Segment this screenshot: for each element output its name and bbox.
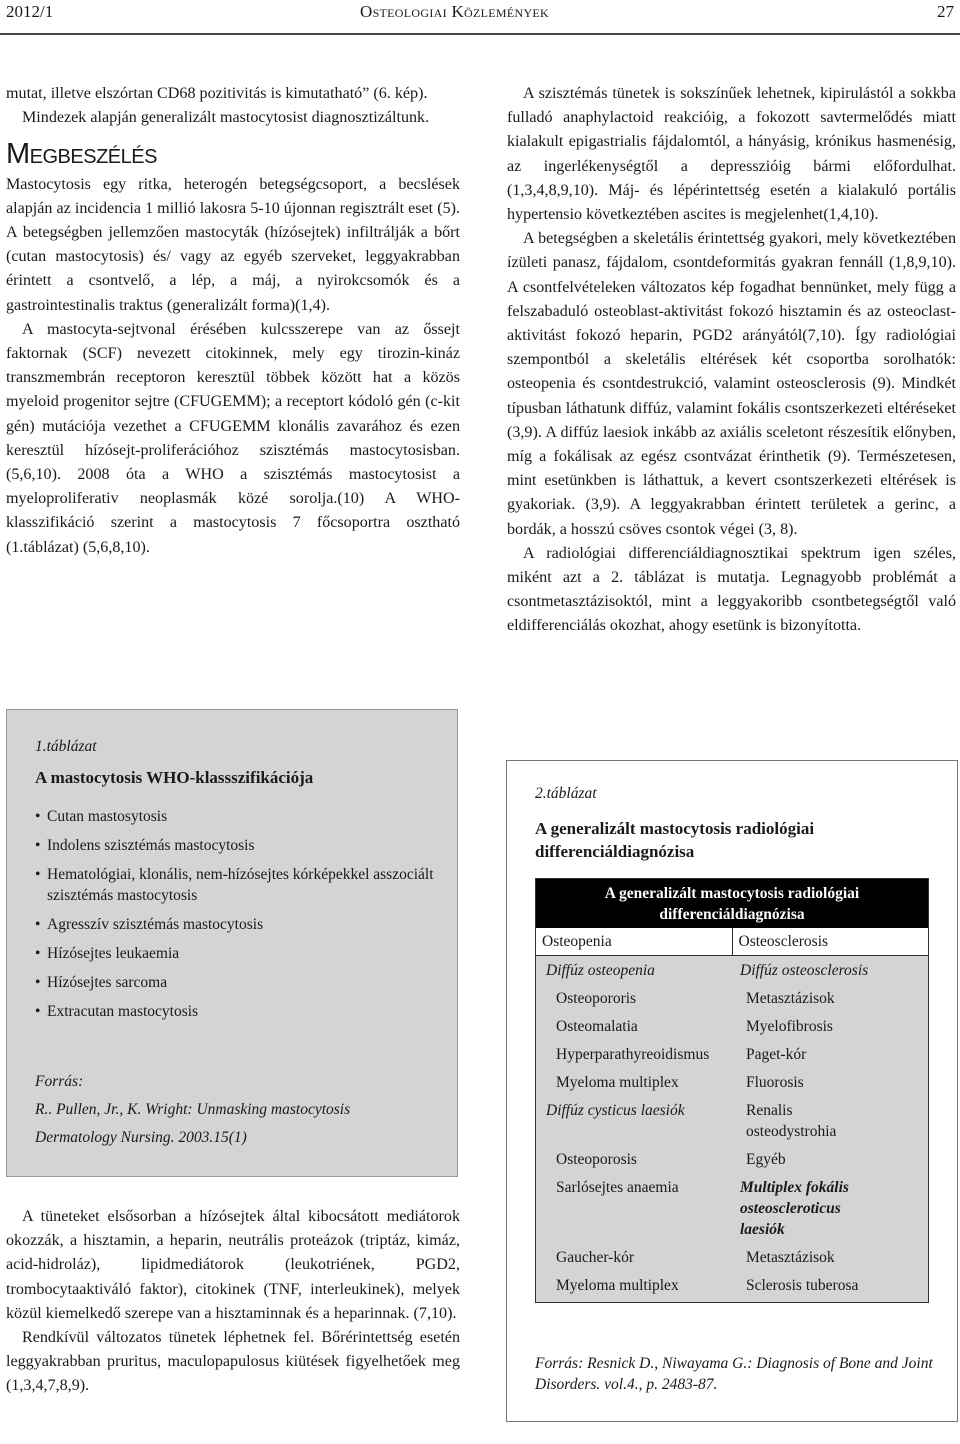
table-title: A mastocytosis WHO-klassszifikációja (35, 768, 314, 787)
list-item: • Hematológiai, klonális, nem-hízósejtes kórképekkel asszociált szisztémás mastocytosis (35, 864, 445, 906)
left-column-upper (6, 82, 460, 560)
table-label: 1.táblázat (35, 738, 97, 755)
cell-text: Renalis osteodystrohia (746, 1102, 837, 1140)
table-cell: Egyéb (732, 1145, 928, 1173)
table-cell: Metasztázisok (732, 1243, 928, 1271)
journal-title: Osteologiai Közlemények (360, 2, 550, 21)
table-cell: Myelofibrosis (732, 1012, 928, 1040)
table-source (35, 1068, 350, 1152)
section-title: Megbeszélés (6, 138, 157, 171)
table-header: A generalizált mastocytosis radiológiai differenciáldiagnózisa (536, 879, 928, 928)
table-cell: Metasztázisok (732, 984, 928, 1012)
table-cell (732, 1173, 928, 1243)
table-cell: Diffúz osteosclerosis (732, 956, 928, 985)
paragraph: Mastocytosis egy ritka, heterogén betegségcsoport, a becslések alapján az incidencia 1 millió lakosra 5-10 újonnan regisztrált eset (5). A betegségben jellemzően mastocyták (hízósejtek) infiltrálják a bőrt (cutan mastocytosis) és/ vagy az egyéb szerveket, leggyakrabban érintett a csontvelő, a lép, a máj, a nyirokcsomók és a gastrointestinalis traktus (generalizált forma)(1,4). (6, 175, 460, 314)
page-number: 27 (937, 2, 954, 21)
column-header-osteopenia: Osteopenia (536, 928, 732, 956)
table-cell: Myeloma multiplex (536, 1068, 732, 1096)
right-column (507, 82, 956, 639)
paragraph: mutat, illetve elszórtan CD68 pozitivitás is kimutatható” (6. kép). (6, 85, 428, 102)
table-cell: Osteoporosis (536, 1145, 732, 1173)
table-cell: Myeloma multiplex (536, 1271, 732, 1302)
table-title: A generalizált mastocytosis radiológiai differenciáldiagnózisa (535, 819, 815, 861)
list-item: • Hízósejtes sarcoma (35, 972, 445, 993)
table-source: Forrás: Resnick D., Niwayama G.: Diagnosis of Bone and Joint Disorders. vol.4., p. 2483-87. (535, 1355, 933, 1393)
issue-number: 2012/1 (6, 2, 54, 21)
source-line: R.. Pullen, Jr., K. Wright: Unmasking mastocytosis (35, 1101, 351, 1118)
table-cell (536, 1040, 732, 1068)
cell-text: Hyperparathyreoidismus (556, 1046, 710, 1063)
table-cell: Osteopororis (536, 984, 732, 1012)
list-item: • Hízósejtes leukaemia (35, 943, 445, 964)
table-cell (732, 1096, 928, 1145)
source-line: Dermatology Nursing. 2003.15(1) (35, 1129, 247, 1146)
table-cell: Fluorosis (732, 1068, 928, 1096)
paragraph: A szisztémás tünetek is sokszínűek lehetnek, kipirulástól a sokkba fulladó anaphylactoid reakcióig, a fokozott savtermelődés miatt kialakult epigastrialis fájdalomtól, a hányásig, krónikus hasmenésig, az ingerlékenységtől a depresszióig bármi előfordulhat. (1,3,4,8,9,10). Máj- és lépérintettség esetén a kialakuló portális hypertensio következtében ascites is megjelenhet(1,4,10). (507, 85, 956, 224)
paragraph: Mindezek alapján generalizált mastocytosist diagnosztizáltunk. (22, 109, 430, 127)
classification-list (35, 806, 445, 1030)
running-header (0, 0, 960, 36)
table-2-box (506, 760, 958, 1422)
header-rule (0, 33, 960, 35)
table-cell: Paget-kór (732, 1040, 928, 1068)
list-item: • Extracutan mastocytosis (35, 1001, 445, 1022)
table-cell: Sarlósejtes anaemia (536, 1173, 732, 1243)
table-label: 2.táblázat (535, 785, 597, 802)
diff-diagnosis-table (535, 878, 929, 1303)
table-1-box (6, 709, 458, 1177)
table-cell: Diffúz cysticus laesiók (536, 1096, 732, 1145)
paragraph: A tüneteket elsősorban a hízósejtek által kibocsátott mediátorok okozzák, a hisztamin, a heparin, neutrális proteázok (triptáz, kimáz, acid-hidroláz), lipidmediátorok (leukotriének, PGD2, trombocytaaktiváló faktor), citokinek (TNF, interleukinek), melyek közül kiemelkedő szerepe van a hisztaminnak és a heparinnak. (7,10). (6, 1208, 460, 1322)
list-item: • Indolens szisztémás mastocytosis (35, 835, 445, 856)
table-cell: Diffúz osteopenia (536, 956, 732, 985)
cell-text: Multiplex fokális osteoscleroticus laesiók (740, 1179, 849, 1238)
paragraph: A radiológiai differenciáldiagnosztikai spektrum igen széles, miként azt a 2. táblázat is mutatja. Legnagyobb problémát a csontmetasztázisoktól, mint a leggyakoribb csontbetegségtől való eldifferenciálás okozhat, ahogy esetünk is bizonyította. (507, 544, 956, 635)
table-cell: Gaucher-kór (536, 1243, 732, 1271)
column-header-osteosclerosis: Osteosclerosis (732, 928, 928, 956)
paragraph: A betegségben a skeletális érintettség gyakori, mely következtében ízületi panasz, fájdalom, csontdeformitás gyakran fennáll (1,8,9,10). A csontfelvételeken változatos kép fogadhat bennünket, mely függ a felszabaduló osteoblast-aktivitást fokozó hisztamin és az osteoclast-aktivitást fokozó heparin, PGD2 arányától(7,10). Így radiológiai szempontból a skeletális eltérések két csoportba sorolhatók: osteopenia és csontdestrukció, valamint osteosclerosis (9). Mindkét típusban láthatunk diffúz, valamint fokális csontszerkezeti eltéréseket (3,9). A diffúz laesiok inkább az axiális sceletont részesítik előnyben, míg a fokálisak az egész csontvázat érinthetik (9). Természetesen, mint esetünkben is láthattuk, a kevert csontszerkezeti eltérések is gyakoriak. (3,9). A leggyakrabban érintett területek a gerinc, a bordák, a hosszú csöves csontok végei (3, 8). (507, 230, 956, 538)
table-cell: Sclerosis tuberosa (732, 1271, 928, 1302)
table-cell: Osteomalatia (536, 1012, 732, 1040)
list-item: • Cutan mastosytosis (35, 806, 445, 827)
source-label: Forrás: (35, 1073, 84, 1090)
left-column-lower (6, 1205, 460, 1399)
paragraph: A mastocyta-sejtvonal érésében kulcsszerepe van az őssejt faktornak (SCF) nevezett citokinnek, mely egy tirozin-kináz transzmembrán receptoron keresztül többek között hat a közös myeloid progenitor sejtre (CFUGEMM); a receptort kódoló gén (c-kit gén) mutációja vezethet a CFUGEMM klonális zavarához és ezen keresztül hízósejt-proliferációhoz szisztémás mastocytosisban. (5,6,10). 2008 óta a WHO a szisztémás mastocytosist a myeloproliferativ neoplasmák közé sorolja.(10) A WHO-klasszifikáció szerint a mastocytosis 7 főcsoportra osztható (1.táblázat) (5,6,8,10). (6, 320, 460, 556)
list-item: • Agresszív szisztémás mastocytosis (35, 914, 445, 935)
paragraph: Rendkívül változatos tünetek léphetnek fel. Bőrérintettség esetén leggyakrabban pruritus, maculopapulosus kiütések figyelhetőek meg (1,3,4,7,8,9). (6, 1329, 460, 1395)
